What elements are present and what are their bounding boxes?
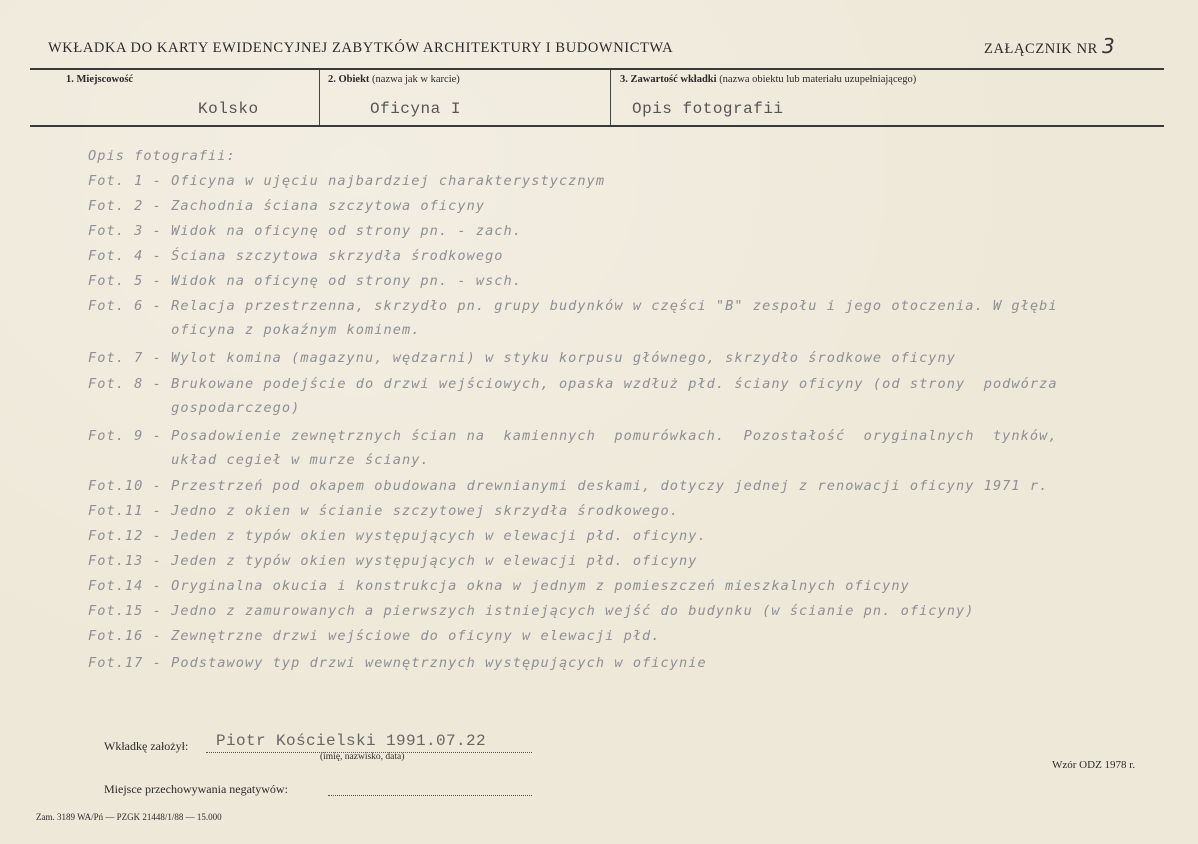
photo-line-continued: gospodarczego) — [88, 400, 301, 416]
print-info: Zam. 3189 WA/Pń — PZGK 21448/1/88 — 15.000 — [36, 812, 222, 822]
author-hint: (imię, nazwisko, data) — [320, 752, 405, 762]
object-label-note: (nazwa jak w karcie) — [372, 74, 460, 85]
body-heading: Opis fotografii: — [88, 148, 236, 164]
photo-line: Fot.16 - Zewnętrzne drzwi wejściowe do oficyny w elewacji płd. — [88, 628, 661, 644]
header-top-rule — [30, 68, 1164, 70]
photo-line: Fot.10 - Przestrzeń pod okapem obudowana drewnianymi deskami, dotyczy jednej z renowacji oficyny 1971 r. — [88, 478, 1049, 494]
storage-line — [328, 795, 532, 796]
header-bottom-rule — [30, 125, 1164, 127]
contents-label-note: (nazwa obiektu lub materiału uzupełniającego) — [719, 74, 917, 85]
contents-value: Opis fotografii — [632, 100, 784, 118]
photo-line: Fot. 4 - Ściana szczytowa skrzydła środkowego — [88, 248, 504, 264]
storage-label: Miejsce przechowywania negatywów: — [104, 782, 288, 796]
form-model: Wzór ODZ 1978 r. — [1052, 759, 1136, 771]
photo-line: Fot.14 - Oryginalna okucia i konstrukcja okna w jednym z pomieszczeń mieszkalnych oficyny — [88, 578, 910, 594]
photo-line: Fot.13 - Jeden z typów okien występujących w elewacji płd. oficyny — [88, 553, 698, 569]
photo-line: Fot. 6 - Relacja przestrzenna, skrzydło pn. grupy budynków w części "B" zespołu i jego otoczenia. W głębi — [88, 298, 1058, 314]
photo-line-continued: oficyna z pokaźnym kominem. — [88, 322, 421, 338]
contents-label-text: 3. Zawartość wkładki — [620, 74, 717, 85]
annex-number: 3 — [1101, 34, 1116, 58]
photo-line-continued: układ cegieł w murze ściany. — [88, 452, 430, 468]
contents-label — [620, 74, 916, 85]
photo-line: Fot. 5 - Widok na oficynę od strony pn. - wsch. — [88, 273, 523, 289]
photo-line: Fot.12 - Jeden z typów okien występujących w elewacji płd. oficyny. — [88, 528, 707, 544]
object-value: Oficyna I — [370, 100, 461, 118]
form-title: WKŁADKA DO KARTY EWIDENCYJNEJ ZABYTKÓW ARCHITEKTURY I BUDOWNICTWA — [48, 40, 674, 56]
photo-line: Fot. 8 - Brukowane podejście do drzwi wejściowych, opaska wzdłuż płd. ściany oficyny (od strony podwórza — [88, 376, 1058, 392]
locality-label: 1. Miejscowość — [66, 74, 134, 85]
photo-line: Fot. 7 - Wylot komina (magazynu, wędzarni) w styku korpusu głównego, skrzydło środkowe oficyny — [88, 350, 957, 366]
annex-label-text: ZAŁĄCZNIK NR — [984, 41, 1098, 57]
locality-value: Kolsko — [198, 100, 259, 118]
photo-line: Fot. 3 - Widok na oficynę od strony pn. - zach. — [88, 223, 523, 239]
photo-line: Fot. 1 - Oficyna w ujęciu najbardziej charakterystycznym — [88, 173, 606, 189]
photo-line: Fot.15 - Jedno z zamurowanych a pierwszych istniejących wejść do budynku (w ścianie pn. oficyny) — [88, 603, 975, 619]
object-label-text: 2. Obiekt — [328, 74, 370, 85]
photo-line: Fot.17 - Podstawowy typ drzwi wewnętrznych występujących w oficynie — [88, 655, 707, 671]
object-label — [328, 74, 460, 85]
field-divider — [610, 70, 611, 126]
photo-line: Fot. 2 - Zachodnia ściana szczytowa oficyny — [88, 198, 486, 214]
author-value: Piotr Kościelski 1991.07.22 — [216, 732, 487, 750]
annex-label — [984, 34, 1115, 58]
author-label: Wkładkę założył: — [104, 739, 189, 753]
field-divider — [319, 70, 320, 126]
photo-line: Fot. 9 - Posadowienie zewnętrznych ścian na kamiennych pomurówkach. Pozostałość oryginalnych tynków, — [88, 428, 1058, 444]
photo-line: Fot.11 - Jedno z okien w ścianie szczytowej skrzydła środkowego. — [88, 503, 679, 519]
